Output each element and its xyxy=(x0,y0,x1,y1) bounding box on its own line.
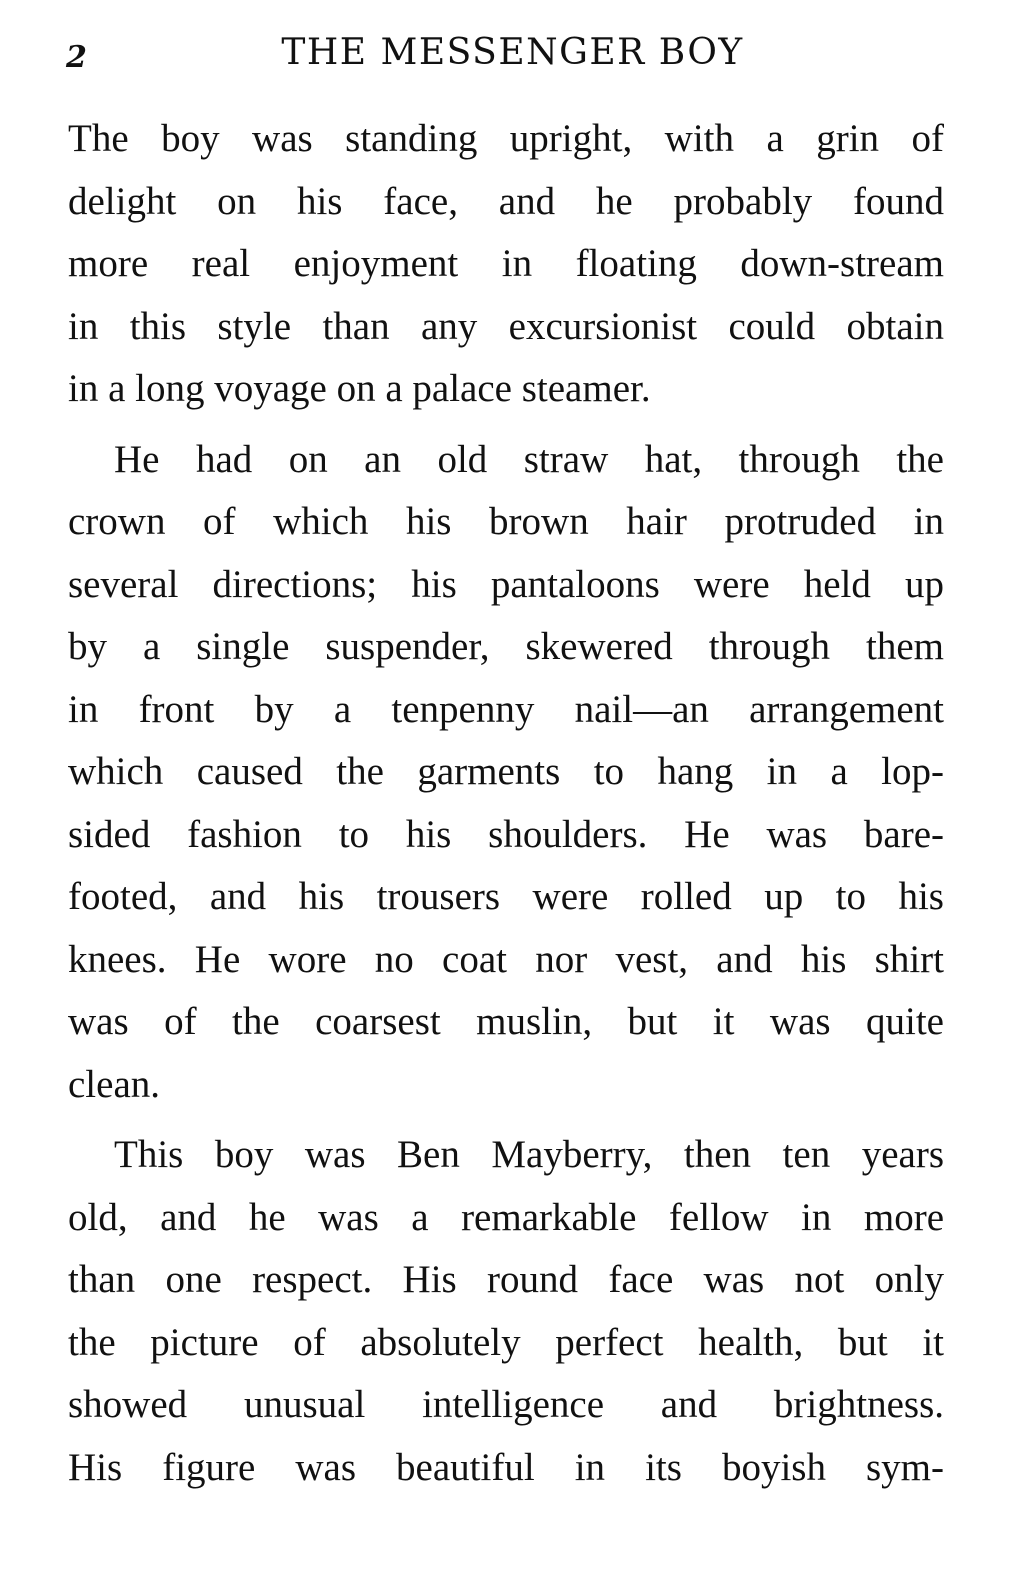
text-line: the picture of absolutely perfect health, but it xyxy=(68,1320,944,1364)
text-line: delight on his face, and he probably found xyxy=(68,179,944,223)
text-line: The boy was standing upright, with a grin of xyxy=(68,117,944,160)
body-text xyxy=(68,108,944,1507)
text-line: several directions; his pantaloons were held up xyxy=(68,562,944,606)
text-line: This boy was Ben Mayberry, then ten years xyxy=(114,1133,944,1176)
text-line: showed unusual intelligence and brightness. xyxy=(68,1383,944,1426)
text-line: His figure was beautiful in its boyish sym- xyxy=(68,1445,944,1489)
page-number: 2 xyxy=(66,40,87,75)
text-line: knees. He wore no coat nor vest, and his shirt xyxy=(68,937,944,981)
text-line: in a long voyage on a palace steamer. xyxy=(68,367,651,410)
text-line: than one respect. His round face was not only xyxy=(68,1258,944,1301)
page-header xyxy=(0,28,1025,88)
running-head: THE MESSENGER BOY xyxy=(281,32,744,73)
text-line: He had on an old straw hat, through the xyxy=(114,437,944,481)
text-line: clean. xyxy=(68,1062,161,1106)
text-line: in this style than any excursionist could obtain xyxy=(68,304,944,348)
text-line: which caused the garments to hang in a lop- xyxy=(68,750,944,793)
text-line: by a single suspender, skewered through them xyxy=(68,625,944,668)
paragraph-3 xyxy=(68,1124,944,1499)
text-line: in front by a tenpenny nail—an arrangement xyxy=(68,687,944,731)
text-line: sided fashion to his shoulders. He was bare- xyxy=(68,812,944,856)
text-line: crown of which his brown hair protruded in xyxy=(68,500,944,543)
text-line: footed, and his trousers were rolled up to his xyxy=(68,875,944,918)
text-line: old, and he was a remarkable fellow in more xyxy=(68,1195,944,1239)
text-line: more real enjoyment in floating down-stream xyxy=(68,242,944,285)
paragraph-1 xyxy=(68,108,944,421)
text-line: was of the coarsest muslin, but it was quite xyxy=(68,1000,944,1043)
paragraph-2 xyxy=(68,429,944,1117)
